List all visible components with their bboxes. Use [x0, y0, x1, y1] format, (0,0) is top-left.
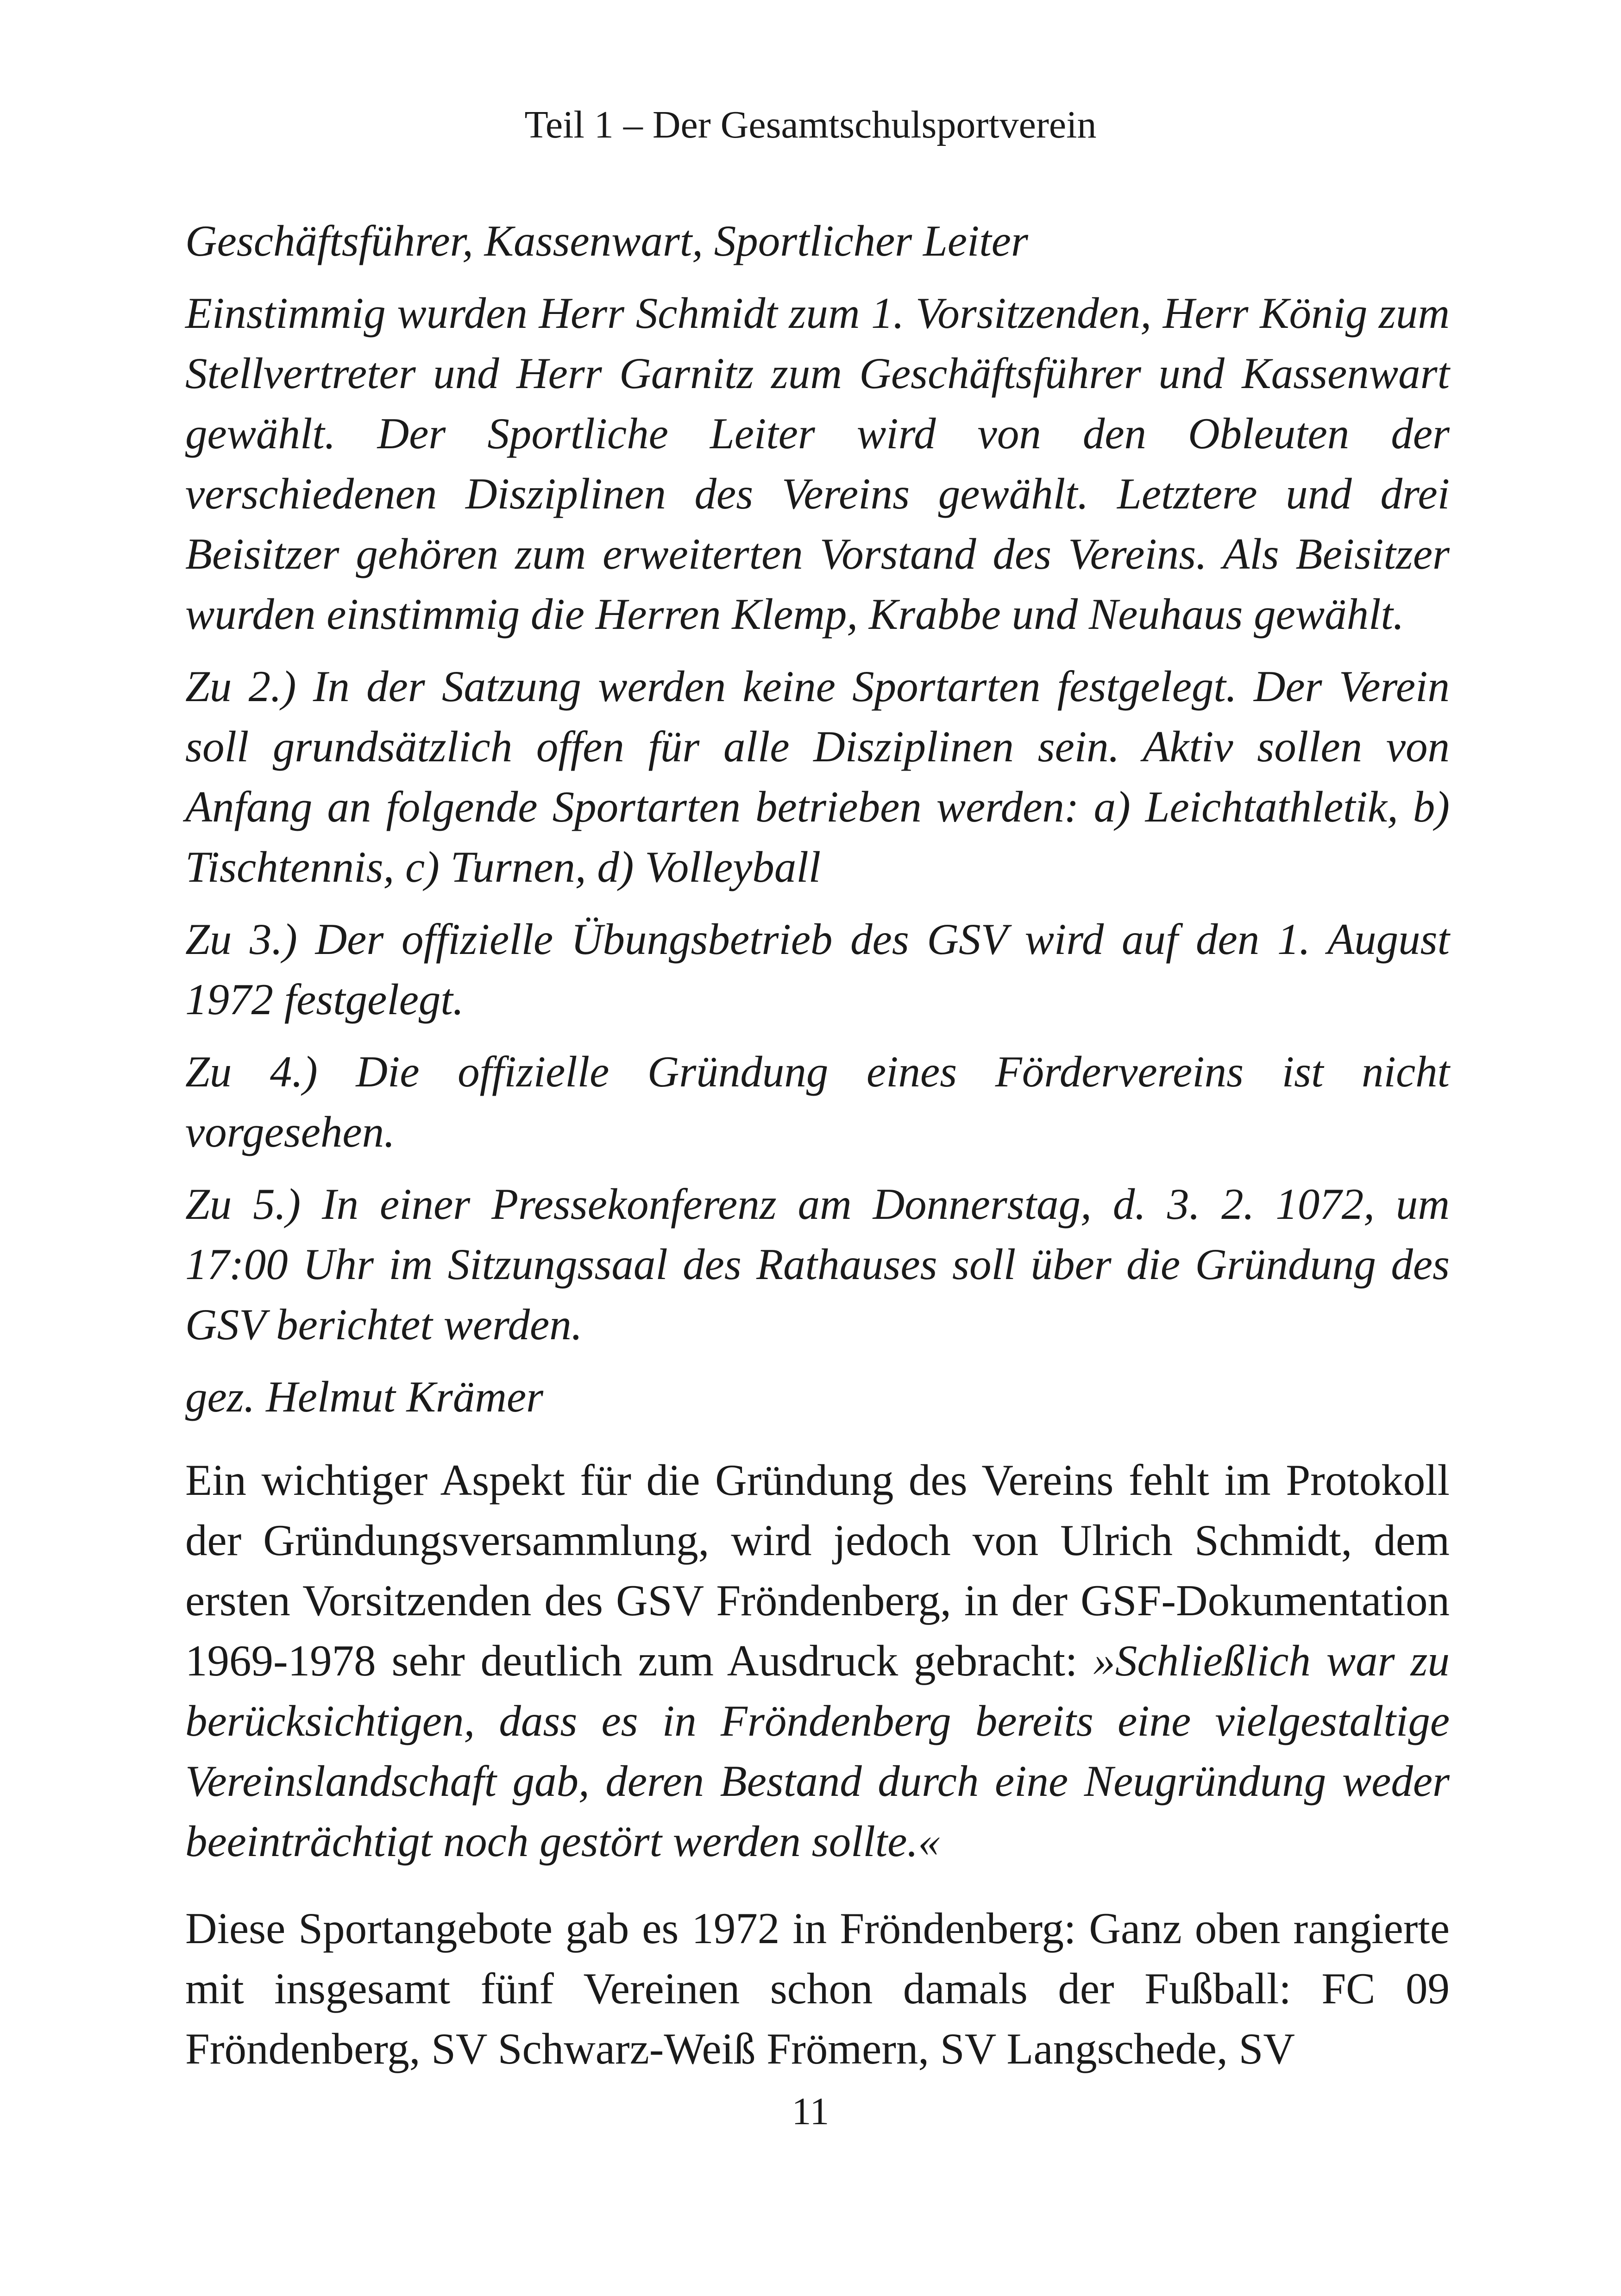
running-head: Teil 1 – Der Gesamtschulsportverein	[524, 103, 1097, 146]
protocol-item-3: Zu 3.) Der offizielle Übungsbetrieb des GSV wird auf den 1. August 1972 festgelegt.	[185, 915, 1450, 1024]
protocol-heading-line: Geschäftsführer, Kassenwart, Sportlicher Leiter	[185, 216, 1028, 265]
body-paragraph-sports-offers: Diese Sportangebote gab es 1972 in Fröndenberg: Ganz oben rangierte mit insgesamt fünf Vereinen schon damals der Fußball: FC 09 Fröndenberg, SV Schwarz-Weiß Frömern, SV Langschede, SV	[185, 1904, 1450, 2073]
protocol-item-4: Zu 4.) Die offizielle Gründung eines Fördervereins ist nicht vorgesehen.	[185, 1047, 1450, 1156]
body-text	[185, 211, 1450, 2106]
schmidt-quote: »Schließlich war zu berücksichtigen, dass es in Fröndenberg bereits eine vielgestaltige Vereinslandschaft gab, deren Bestand durch eine Neugründung weder beeinträchtigt noch gestört werden sollte.«	[185, 1636, 1450, 1866]
protocol-election-paragraph: Einstimmig wurden Herr Schmidt zum 1. Vorsitzenden, Herr König zum Stellvertreter und Herr Garnitz zum Geschäftsführer und Kassenwart gewählt. Der Sportliche Leiter wird von den Obleuten der verschiedenen Disziplinen des Vereins gewählt. Letztere und drei Beisitzer gehören zum erweiterten Vorstand des Vereins. Als Beisitzer wurden einstimmig die Herren Klemp, Krabbe und Neuhaus gewählt.	[185, 289, 1450, 639]
page-number: 11	[792, 2090, 829, 2133]
protocol-signature: gez. Helmut Krämer	[185, 1372, 544, 1421]
body-paragraph-aspect	[185, 1450, 1450, 1871]
body-paragraph-aspect-text: Ein wichtiger Aspekt für die Gründung des Vereins fehlt im Protokoll der Gründungsversammlung, wird jedoch von Ulrich Schmidt, dem ersten Vorsitzenden des GSV Fröndenberg, in der GSF-Dokumentation 1969-1978 sehr deutlich zum Ausdruck gebracht:	[185, 1455, 1450, 1685]
protocol-item-5: Zu 5.) In einer Pressekonferenz am Donnerstag, d. 3. 2. 1072, um 17:00 Uhr im Sitzungssaal des Rathauses soll über die Gründung des GSV berichtet werden.	[185, 1179, 1450, 1349]
protocol-item-2: Zu 2.) In der Satzung werden keine Sportarten festgelegt. Der Verein soll grundsätzlich offen für alle Disziplinen sein. Aktiv sollen von Anfang an folgende Sportarten betrieben werden: a) Leichtathletik, b) Tischtennis, c) Turnen, d) Volleyball	[185, 662, 1450, 891]
